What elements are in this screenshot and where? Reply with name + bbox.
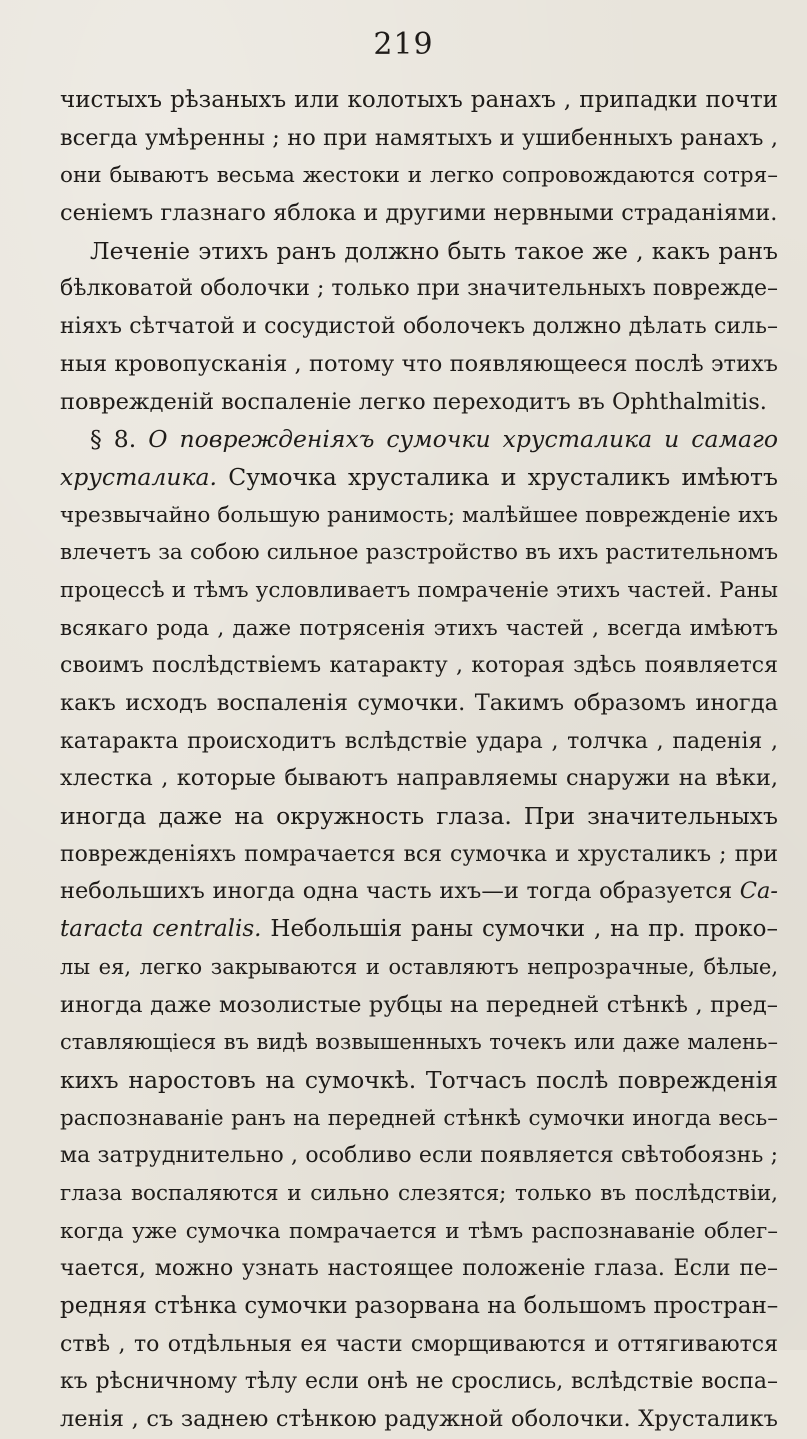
text-segment: иногда даже мозолистые рубцы на передней стѣнкѣ , пред– <box>60 991 778 1018</box>
text-line <box>60 346 778 384</box>
text-segment: ма затруднительно , особливо если появляется свѣтобоязнь ; <box>60 1143 778 1169</box>
page-number: 219 <box>373 27 434 62</box>
text-line <box>60 1250 778 1288</box>
text-segment: они бываютъ весьма жестоки и легко сопровождаются сотря– <box>60 163 778 189</box>
text-segment: поврежденiй воспаленiе легко переходитъ въ Ophthalmitis. <box>60 388 767 415</box>
text-line <box>60 534 778 572</box>
text-line <box>60 1401 778 1439</box>
text-segment: Сумочка хрусталика и хрусталикъ имѣютъ <box>217 462 778 491</box>
text-line <box>60 987 778 1025</box>
text-segment: ставляющiеся въ видѣ возвышенныхъ точекъ или даже малень– <box>60 1030 778 1055</box>
text-line <box>60 760 778 798</box>
text-line <box>60 270 778 308</box>
text-line <box>60 572 778 610</box>
text-line <box>60 82 778 120</box>
text-segment: своимъ послѣдствiемъ катаракту , которая здѣсь появляется <box>60 653 778 679</box>
text-line <box>60 421 778 459</box>
text-segment: распознаванiе ранъ на передней стѣнкѣ сумочки иногда весь– <box>60 1105 778 1131</box>
text-line <box>60 685 778 723</box>
text-segment: всегда умѣренны ; но при намятыхъ и ушибенныхъ ранахъ , <box>60 124 778 151</box>
text-segment: небольшихъ иногда одна часть ихъ—и тогда образуется <box>60 878 740 905</box>
text-segment: катаракта происходитъ вслѣдствiе удара , толчка , паденiя , <box>60 728 778 754</box>
text-segment: Небольшiя раны сумочки , на пр. проко– <box>261 916 778 943</box>
text-segment: чистыхъ рѣзаныхъ или колотыхъ ранахъ , припадки почти <box>60 87 778 113</box>
text-line <box>60 647 778 685</box>
text-segment: влечетъ за собою сильное разстройство въ ихъ растительномъ <box>60 540 778 566</box>
italic-segment: Ca- <box>739 878 778 905</box>
text-segment: § 8. <box>90 425 149 454</box>
italic-segment: taracta centralis. <box>60 916 262 943</box>
text-line <box>60 723 778 761</box>
text-line <box>60 120 778 158</box>
text-line <box>60 1100 778 1138</box>
text-line <box>60 1137 778 1175</box>
text-line <box>60 1062 778 1100</box>
text-line <box>60 1175 778 1213</box>
body-text <box>60 82 778 1439</box>
text-line <box>60 1363 778 1401</box>
text-line <box>60 308 778 346</box>
text-segment: глаза воспаляются и сильно слезятся; только въ послѣдствiи, <box>60 1180 778 1206</box>
text-line <box>60 610 778 648</box>
text-segment: чрезвычайно большую ранимость; малѣйшее поврежденiе ихъ <box>60 502 778 528</box>
text-segment: кихъ наростовъ на сумочкѣ. Тотчасъ послѣ поврежденiя <box>60 1065 778 1094</box>
text-segment: лы ея, легко закрываются и оставляютъ непрозрачные, бѣлые, <box>60 954 778 979</box>
text-segment: иногда даже на окружность глаза. При значительныхъ <box>60 802 778 831</box>
text-line <box>60 459 778 497</box>
text-segment: Леченiе этихъ ранъ должно быть такое же , какъ ранъ <box>90 236 778 265</box>
text-segment: редняя стѣнка сумочки разорвана на большомъ простран– <box>60 1293 778 1319</box>
text-segment: процессѣ и тѣмъ условливаетъ помраченiе этихъ частей. Раны <box>60 577 778 603</box>
text-segment: всякаго рода , даже потрясенiя этихъ частей , всегда имѣютъ <box>60 615 778 641</box>
text-segment: когда уже сумочка помрачается и тѣмъ распознаванiе облег– <box>60 1218 778 1244</box>
text-line <box>60 836 778 874</box>
text-segment: ствѣ , то отдѣльныя ея части сморщиваются и оттягиваются <box>60 1331 778 1357</box>
italic-segment: хрусталика. <box>60 462 217 491</box>
text-segment: хлестка , которые бываютъ направляемы снаружи на вѣки, <box>60 765 778 792</box>
text-segment: къ рѣсничному тѣлу если онѣ не срослись, вслѣдствiе воспа– <box>60 1369 778 1395</box>
text-segment: бѣлковатой оболочки ; только при значительныхъ поврежде– <box>60 276 778 302</box>
text-line <box>60 233 778 271</box>
text-segment: сенiемъ глазнаго яблока и другими нервными страданiями. <box>60 200 778 227</box>
text-line <box>60 384 778 422</box>
text-line <box>60 195 778 233</box>
text-segment: нiяхъ сѣтчатой и сосудистой оболочекъ должно дѣлать силь– <box>60 314 778 340</box>
text-line <box>60 911 778 949</box>
text-line <box>60 157 778 195</box>
text-line <box>60 1024 778 1062</box>
text-line <box>60 1288 778 1326</box>
italic-segment: О поврежденiяхъ сумочки хрусталика и самаго <box>148 425 778 454</box>
text-segment: чается, можно узнать настоящее положенiе глаза. Если пе– <box>60 1256 778 1282</box>
text-line <box>60 1326 778 1364</box>
text-line <box>60 497 778 535</box>
text-segment: ныя кровопусканiя , потому что появляющееся послѣ этихъ <box>60 350 778 377</box>
text-line <box>60 798 778 836</box>
text-line <box>60 1213 778 1251</box>
text-line <box>60 873 778 911</box>
text-segment: какъ исходъ воспаленiя сумочки. Такимъ образомъ иногда <box>60 690 778 716</box>
text-segment: ленiя , съ заднею стѣнкою радужной оболочки. Хрусталикъ <box>60 1406 778 1433</box>
text-segment: поврежденiяхъ помрачается вся сумочка и хрусталикъ ; при <box>60 841 778 867</box>
text-line <box>60 949 778 987</box>
